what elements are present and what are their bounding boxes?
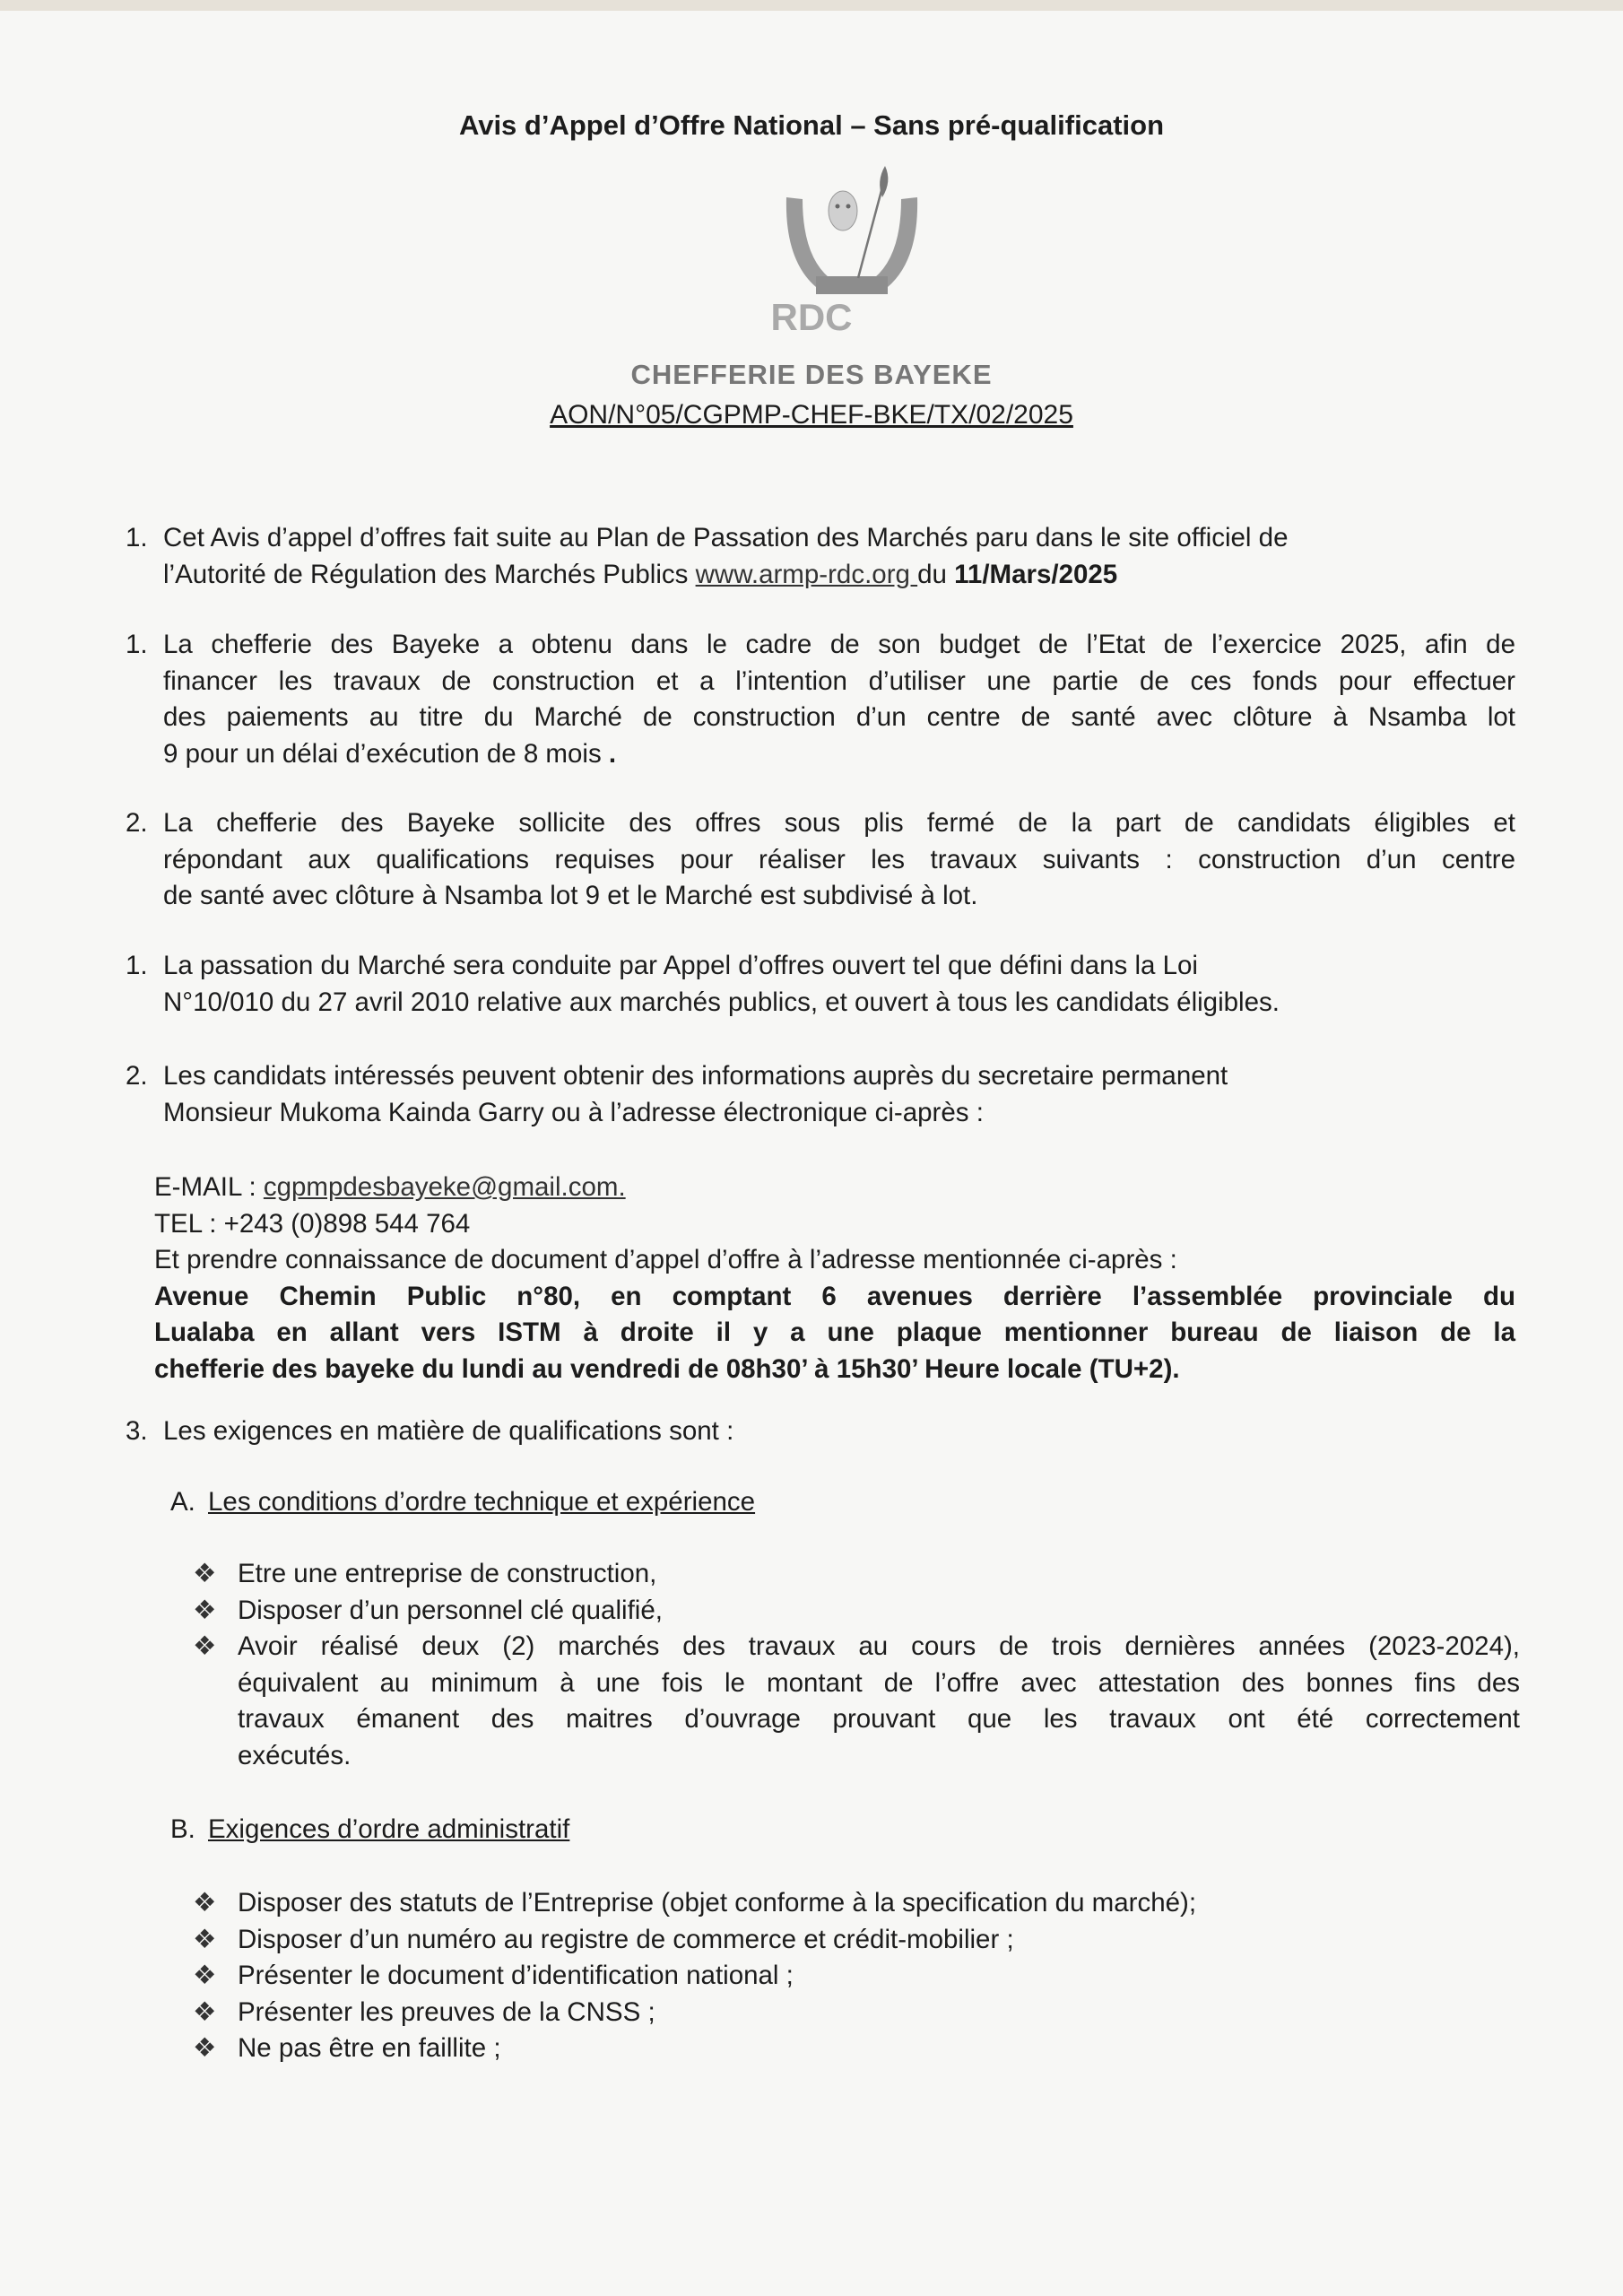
- section-heading: [170, 1484, 755, 1520]
- text-segment: chefferie des bayeke du lundi au vendredi de 08h30’ à 15h30’ Heure locale (TU+2).: [154, 1353, 1180, 1384]
- text-line: [163, 805, 1515, 842]
- scan-edge: [0, 0, 1623, 11]
- section-title: Les conditions d’ordre technique et expérience: [208, 1487, 756, 1517]
- text-segment: de santé avec clôture à Nsamba lot 9 et le Marché est subdivisé à lot.: [163, 881, 978, 910]
- text-segment: 9 pour un délai d’exécution de 8 mois: [163, 738, 609, 769]
- list-number: 1.: [126, 630, 148, 659]
- bullet-item: [193, 1629, 1520, 1774]
- numbered-paragraph: [126, 805, 1515, 915]
- requirements-intro-text: Les exigences en matière de qualifications sont :: [163, 1416, 734, 1446]
- text-line: [163, 985, 1515, 1022]
- text-segment: TEL : +243 (0)898 544 764: [154, 1208, 471, 1239]
- text-line: [238, 1629, 1520, 1665]
- diamond-bullet-icon: ❖: [193, 2033, 217, 2063]
- reference-text: AON/N°05/CGPMP-CHEF-BKE/TX/02/2025: [550, 400, 1073, 430]
- text-segment: La chefferie des Bayeke a obtenu dans le cadre de son budget de l’Etat de l’exercice 2025, afin de: [163, 630, 1515, 659]
- text-segment: répondant aux qualifications requises pour réaliser les travaux suivants : construction d’un centre: [163, 844, 1515, 874]
- text-segment: Lualaba en allant vers ISTM à droite il y a une plaque mentionner bureau de liaison de la: [154, 1318, 1515, 1347]
- text-line: [163, 1058, 1515, 1095]
- link-text[interactable]: www.armp-rdc.org: [695, 559, 918, 589]
- numbered-paragraph: [126, 627, 1515, 772]
- text-segment: équivalent au minimum à une fois le montant de l’offre avec attestation des bonnes fins des: [238, 1667, 1520, 1698]
- drc-emblem-icon: [767, 161, 937, 305]
- text-segment: La passation du Marché sera conduite par Appel d’offres ouvert tel que défini dans la Loi: [163, 951, 1198, 980]
- text-segment: Ne pas être en faillite ;: [238, 2033, 501, 2063]
- section-heading: [170, 1812, 569, 1848]
- link-text[interactable]: cgpmpdesbayeke@gmail.com.: [263, 1172, 626, 1202]
- numbered-paragraph: [126, 520, 1515, 593]
- text-segment: du: [917, 559, 955, 589]
- section-letter: B.: [170, 1814, 195, 1844]
- text-segment: exécutés.: [238, 1740, 352, 1770]
- diamond-bullet-icon: ❖: [193, 1924, 217, 1954]
- text-line: [163, 1095, 1515, 1132]
- text-line: [238, 1701, 1520, 1738]
- text-line: [154, 1279, 1515, 1316]
- text-line: [163, 664, 1515, 700]
- text-segment: Etre une entreprise de construction,: [238, 1559, 657, 1588]
- diamond-bullet-icon: ❖: [193, 1631, 217, 1661]
- text-line: [154, 1206, 1515, 1243]
- text-line: [163, 627, 1515, 664]
- text-segment: financer les travaux de construction et a l’intention d’utiliser une partie de ces fonds pour effectuer: [163, 665, 1515, 696]
- text-segment: 11/Mars/2025: [954, 559, 1118, 589]
- bullet-item: [193, 1556, 1520, 1593]
- text-segment: Monsieur Mukoma Kainda Garry ou à l’adresse électronique ci-après :: [163, 1097, 984, 1127]
- organization-name: CHEFFERIE DES BAYEKE: [630, 359, 993, 390]
- text-line: [163, 700, 1515, 736]
- text-segment: des paiements au titre du Marché de construction d’un centre de santé avec clôture à Nsamba lot: [163, 702, 1515, 732]
- text-segment: l’Autorité de Régulation des Marchés Publics: [163, 559, 696, 589]
- bullet-item: [193, 1958, 1520, 1995]
- bullet-item: [193, 1885, 1520, 1922]
- diamond-bullet-icon: ❖: [193, 1595, 217, 1625]
- list-number: 1.: [126, 951, 148, 980]
- text-segment: Disposer d’un numéro au registre de commerce et crédit-mobilier ;: [238, 1924, 1014, 1954]
- text-segment: Disposer d’un personnel clé qualifié,: [238, 1595, 663, 1625]
- list-number: 2.: [126, 1061, 148, 1091]
- text-line: [163, 736, 1515, 773]
- text-line: [163, 878, 1515, 915]
- text-line: [238, 1593, 1520, 1630]
- tender-reference: [0, 400, 1623, 430]
- text-segment: N°10/010 du 27 avril 2010 relative aux marchés publics, et ouvert à tous les candidats éligibles.: [163, 987, 1280, 1017]
- diamond-bullet-icon: ❖: [193, 1888, 217, 1918]
- section-letter: A.: [170, 1487, 195, 1517]
- numbered-paragraph: [126, 1058, 1515, 1131]
- diamond-bullet-icon: ❖: [193, 1559, 217, 1588]
- text-line: [238, 1922, 1520, 1959]
- text-segment: Présenter le document d’identification national ;: [238, 1961, 794, 1990]
- text-line: [238, 1995, 1520, 2031]
- diamond-bullet-icon: ❖: [193, 1961, 217, 1990]
- text-segment: travaux émanent des maitres d’ouvrage prouvant que les travaux ont été correctement: [238, 1704, 1520, 1734]
- text-line: [163, 948, 1515, 985]
- bullet-item: [193, 1593, 1520, 1630]
- contact-block: [126, 1170, 1515, 1387]
- text-line: [154, 1170, 1515, 1206]
- text-line: [238, 1885, 1520, 1922]
- text-segment: Les candidats intéressés peuvent obtenir des informations auprès du secretaire permanent: [163, 1061, 1228, 1091]
- requirements-intro: [126, 1413, 1515, 1450]
- text-segment: Cet Avis d’appel d’offres fait suite au Plan de Passation des Marchés paru dans le site officiel de: [163, 523, 1289, 552]
- list-number: 3.: [126, 1416, 148, 1446]
- bullet-item: [193, 2031, 1520, 2067]
- text-line: [238, 1665, 1520, 1702]
- text-segment: Avenue Chemin Public n°80, en comptant 6 avenues derrière l’assemblée provinciale du: [154, 1281, 1515, 1311]
- text-segment: Et prendre connaissance de document d’appel d’offre à l’adresse mentionnée ci-après :: [154, 1245, 1177, 1274]
- text-line: [163, 557, 1515, 594]
- numbered-paragraph: [126, 948, 1515, 1021]
- text-segment: E-MAIL :: [154, 1172, 264, 1202]
- text-line: [238, 2031, 1520, 2067]
- bullet-item: [193, 1922, 1520, 1959]
- document-title: Avis d’Appel d’Offre National – Sans pré-qualification: [458, 109, 1165, 141]
- text-line: [154, 1242, 1515, 1279]
- text-segment: Présenter les preuves de la CNSS ;: [238, 1996, 655, 2027]
- section-title: Exigences d’ordre administratif: [208, 1814, 570, 1844]
- text-line: [163, 520, 1515, 557]
- text-line: [154, 1352, 1515, 1388]
- text-segment: .: [608, 738, 617, 769]
- text-line: [238, 1958, 1520, 1995]
- text-line: [238, 1556, 1520, 1593]
- text-line: [163, 842, 1515, 879]
- text-segment: La chefferie des Bayeke sollicite des offres sous plis fermé de la part de candidats éligibles et: [163, 808, 1515, 838]
- text-line: [154, 1315, 1515, 1352]
- emblem-rdc-text: RDC: [770, 296, 853, 338]
- list-number: 2.: [126, 808, 148, 838]
- list-number: 1.: [126, 523, 148, 552]
- text-segment: Avoir réalisé deux (2) marchés des travaux au cours de trois dernières années (2023-2024),: [238, 1631, 1520, 1661]
- text-segment: Disposer des statuts de l’Entreprise (objet conforme à la specification du marché);: [238, 1888, 1197, 1918]
- diamond-bullet-icon: ❖: [193, 1996, 217, 2027]
- bullet-item: [193, 1995, 1520, 2031]
- text-line: [238, 1738, 1520, 1775]
